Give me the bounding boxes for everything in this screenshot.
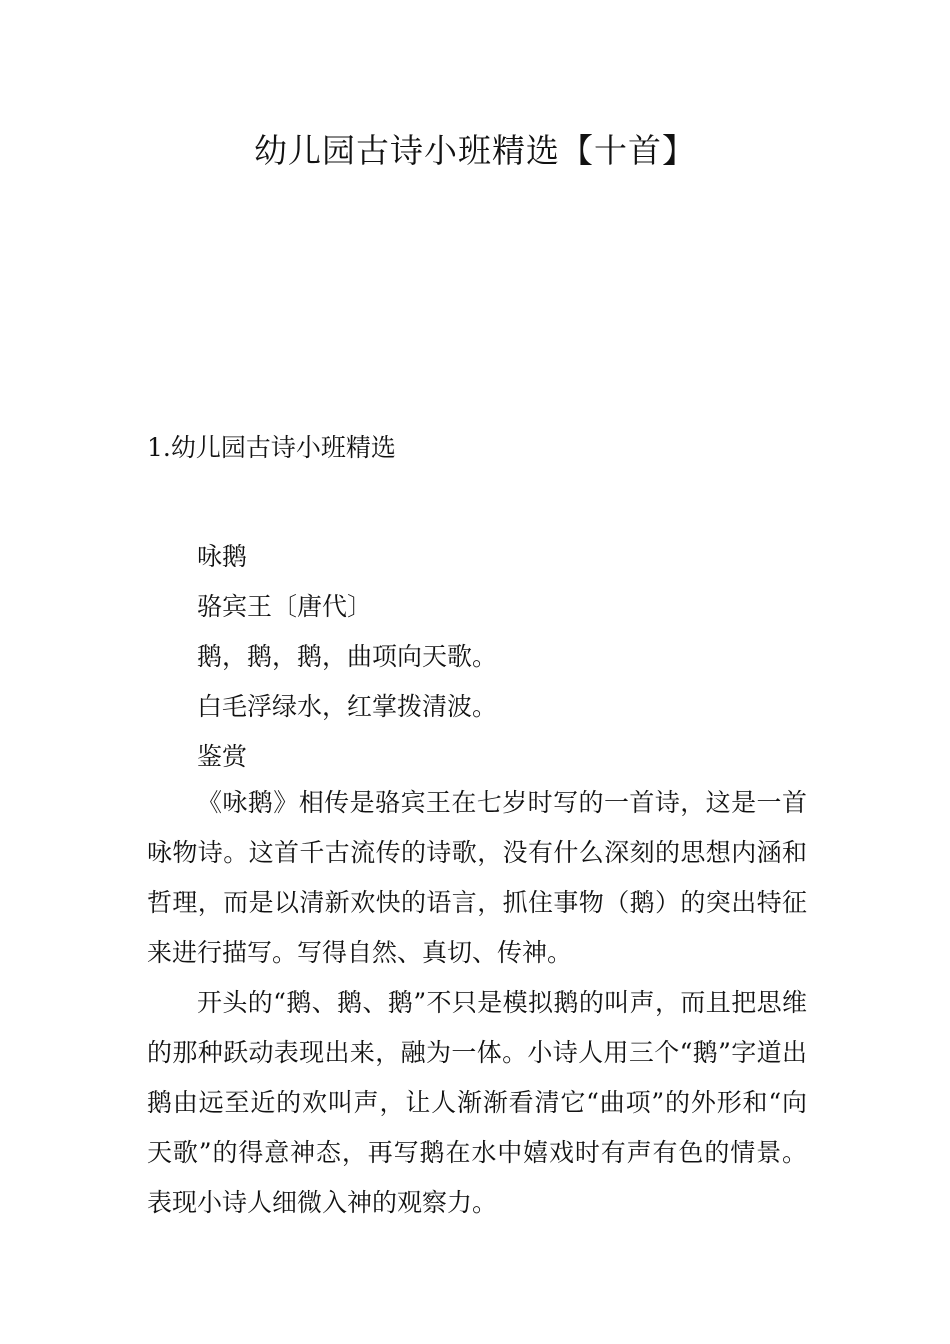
appreciation-paragraph-1: 《咏鹅》相传是骆宾王在七岁时写的一首诗，这是一首咏物诗。这首千古流传的诗歌，没有什么深刻的思想内涵和哲理，而是以清新欢快的语言，抓住事物（鹅）的突出特征来进行描写。写得自然、真切、传神。 — [147, 788, 807, 967]
poem-line-1: 鹅，鹅，鹅，曲项向天歌。 — [197, 642, 498, 671]
appreciation-paragraph-2: 开头的“鹅、鹅、鹅”不只是模拟鹅的叫声，而且把思维的那种跃动表现出来，融为一体。小诗人用三个“鹅”字道出鹅由远至近的欢叫声，让人渐渐看清它“曲项”的外形和“向天歌”的得意神态，再写鹅在水中嬉戏时有声有色的情景。表现小诗人细微入神的观察力。 — [147, 988, 807, 1217]
poem-line-2: 白毛浮绿水，红掌拨清波。 — [197, 692, 498, 721]
poem-block — [197, 532, 817, 782]
document-title: 幼儿园古诗小班精选【十首】 — [254, 131, 696, 170]
poem-author: 骆宾王〔唐代〕 — [197, 592, 373, 621]
appreciation-label: 鉴赏 — [197, 742, 248, 771]
section-heading: 1.幼儿园古诗小班精选 — [147, 433, 396, 462]
poem-title: 咏鹅 — [197, 542, 248, 571]
